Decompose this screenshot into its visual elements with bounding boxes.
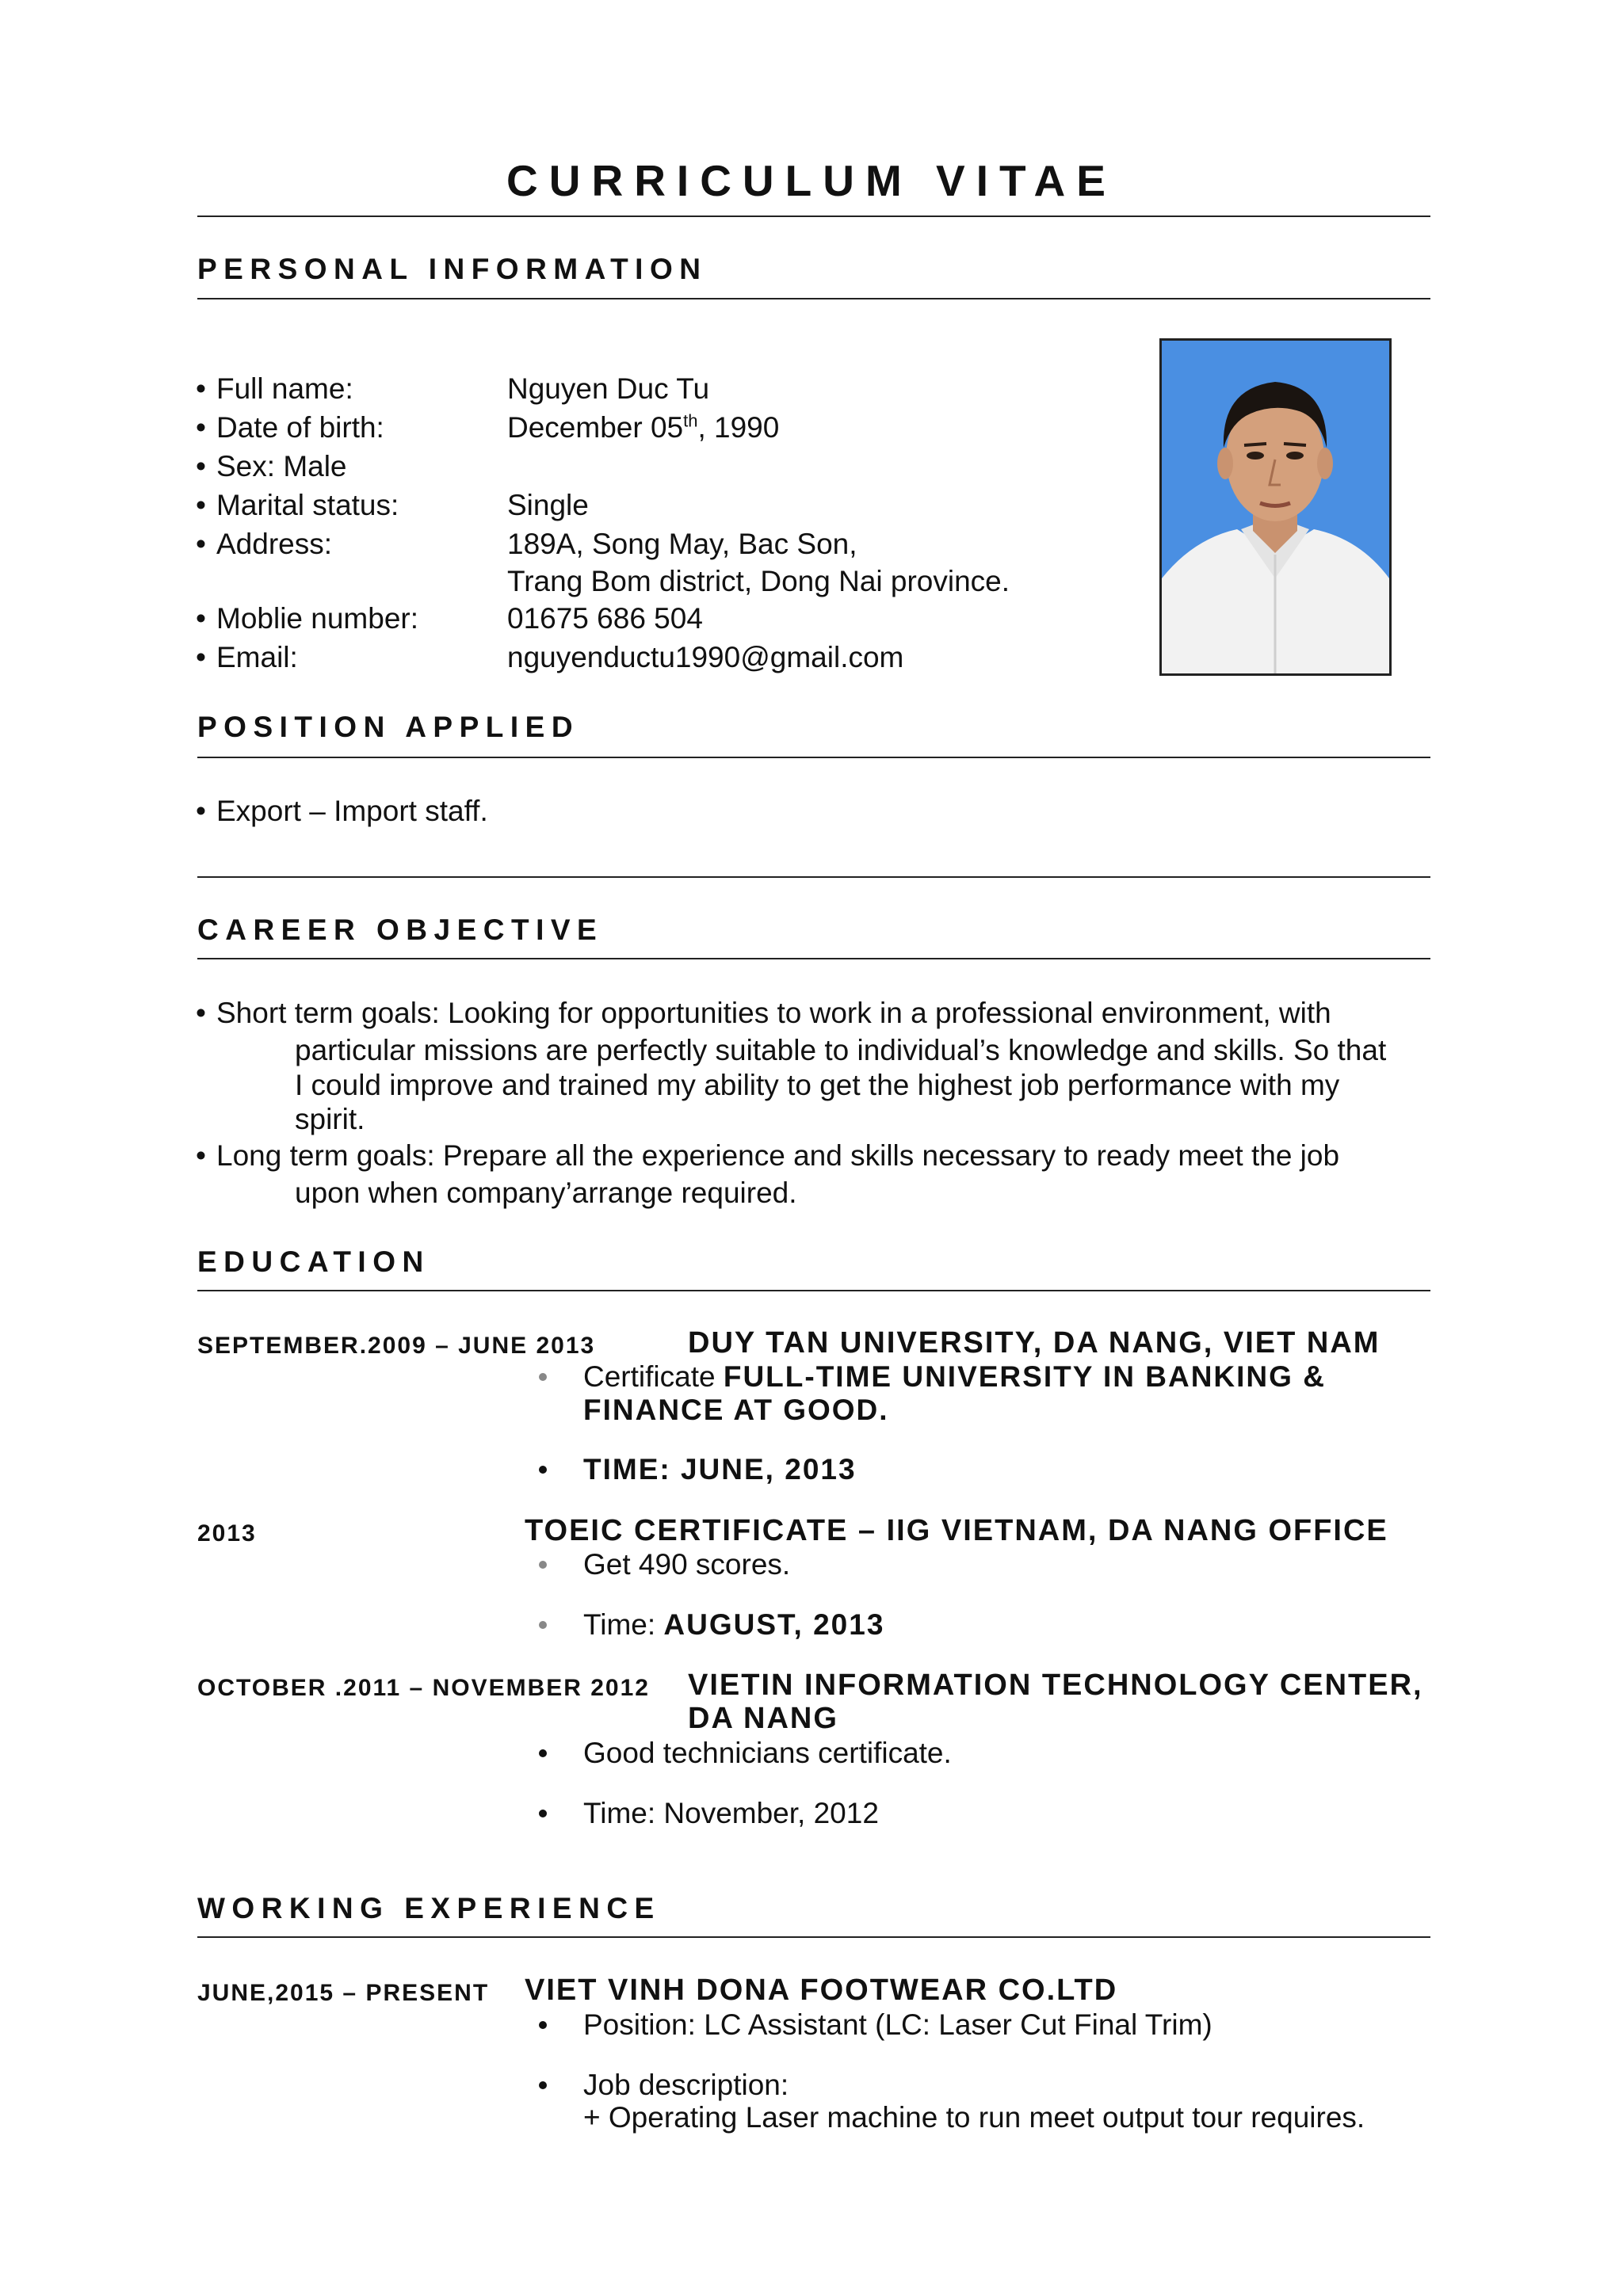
education-2-item-2: Time: AUGUST, 2013 — [583, 1608, 885, 1641]
full-name-value: Nguyen Duc Tu — [507, 372, 710, 405]
marital-value: Single — [507, 489, 589, 521]
address-line-1: 189A, Song May, Bac Son, — [507, 528, 857, 560]
cv-title: CURRICULUM VITAE — [506, 156, 1117, 205]
long-term-goal-line-1: • Long term goals: Prepare all the experience and skills necessary to ready meet the job — [216, 1138, 1339, 1173]
marital-label: • Marital status: — [216, 488, 399, 523]
title-divider — [197, 215, 1430, 217]
address-line-2: Trang Bom district, Dong Nai province. — [507, 565, 1010, 597]
bullet — [539, 2081, 547, 2089]
short-term-goal-line-4: spirit. — [295, 1103, 365, 1135]
short-term-goal-line-2: particular missions are perfectly suitable to individual’s knowledge and skills. So that — [295, 1034, 1387, 1066]
dob-label: • Date of birth: — [216, 410, 384, 445]
profile-photo — [1159, 338, 1392, 676]
working-experience-divider — [197, 1936, 1430, 1938]
bullet — [539, 1621, 547, 1629]
education-3-school-line-1: VIETIN INFORMATION TECHNOLOGY CENTER, — [688, 1669, 1423, 1702]
education-2-date: 2013 — [197, 1520, 257, 1547]
bullet — [539, 1373, 547, 1381]
short-term-goal-line-3: I could improve and trained my ability to get the highest job performance with my — [295, 1069, 1340, 1101]
education-3-item-2: Time: November, 2012 — [583, 1797, 879, 1829]
bullet — [539, 1810, 547, 1817]
sex-field: • Sex: Male — [216, 449, 347, 484]
personal-info-divider — [197, 298, 1430, 299]
short-term-goal-line-1: • Short term goals: Looking for opportunities to work in a professional environment, with — [216, 996, 1331, 1031]
bullet — [539, 1561, 547, 1569]
position-applied-divider — [197, 757, 1430, 758]
email-value: nguyenductu1990@gmail.com — [507, 641, 904, 673]
education-1-school: DUY TAN UNIVERSITY, DA NANG, VIET NAM — [688, 1326, 1381, 1360]
mobile-label: • Moblie number: — [216, 601, 418, 636]
position-applied-heading: POSITION APPLIED — [197, 711, 580, 743]
education-2-item-1: Get 490 scores. — [583, 1548, 791, 1581]
education-1-item-2: TIME: JUNE, 2013 — [583, 1453, 857, 1486]
education-3-school-line-2: DA NANG — [688, 1702, 838, 1735]
experience-1-company: VIET VINH DONA FOOTWEAR CO.LTD — [525, 1974, 1118, 2007]
education-3-date: OCTOBER .2011 – NOVEMBER 2012 — [197, 1675, 650, 1701]
career-objective-divider — [197, 958, 1430, 959]
experience-1-item-2-line-2: + Operating Laser machine to run meet output tour requires. — [583, 2101, 1365, 2134]
education-1-date: SEPTEMBER.2009 – JUNE 2013 — [197, 1333, 596, 1359]
position-applied-bottom-divider — [197, 876, 1430, 878]
long-term-goal-line-2: upon when company’arrange required. — [295, 1177, 797, 1209]
working-experience-heading: WORKING EXPERIENCE — [197, 1892, 661, 1924]
email-label: • Email: — [216, 640, 298, 675]
experience-1-date: JUNE,2015 – PRESENT — [197, 1980, 490, 2006]
education-2-school: TOEIC CERTIFICATE – IIG VIETNAM, DA NANG OFFICE — [525, 1514, 1388, 1547]
education-1-item-1-cont: FINANCE AT GOOD. — [583, 1394, 889, 1426]
address-label: • Address: — [216, 527, 332, 562]
education-1-item-1: Certificate FULL-TIME UNIVERSITY IN BANKING & — [583, 1360, 1326, 1393]
education-divider — [197, 1290, 1430, 1291]
education-3-item-1: Good technicians certificate. — [583, 1737, 952, 1769]
education-heading: EDUCATION — [197, 1245, 430, 1278]
full-name-label: • Full name: — [216, 372, 353, 406]
experience-1-item-1: Position: LC Assistant (LC: Laser Cut Final Trim) — [583, 2008, 1212, 2041]
position-applied-item: • Export – Import staff. — [216, 794, 488, 829]
bullet — [539, 1466, 547, 1474]
bullet — [539, 1749, 547, 1757]
mobile-value: 01675 686 504 — [507, 602, 703, 635]
bullet — [539, 2021, 547, 2029]
dob-value: December 05th, 1990 — [507, 410, 780, 444]
career-objective-heading: CAREER OBJECTIVE — [197, 913, 604, 946]
personal-info-heading: PERSONAL INFORMATION — [197, 253, 708, 285]
experience-1-item-2-line-1: Job description: — [583, 2069, 789, 2101]
